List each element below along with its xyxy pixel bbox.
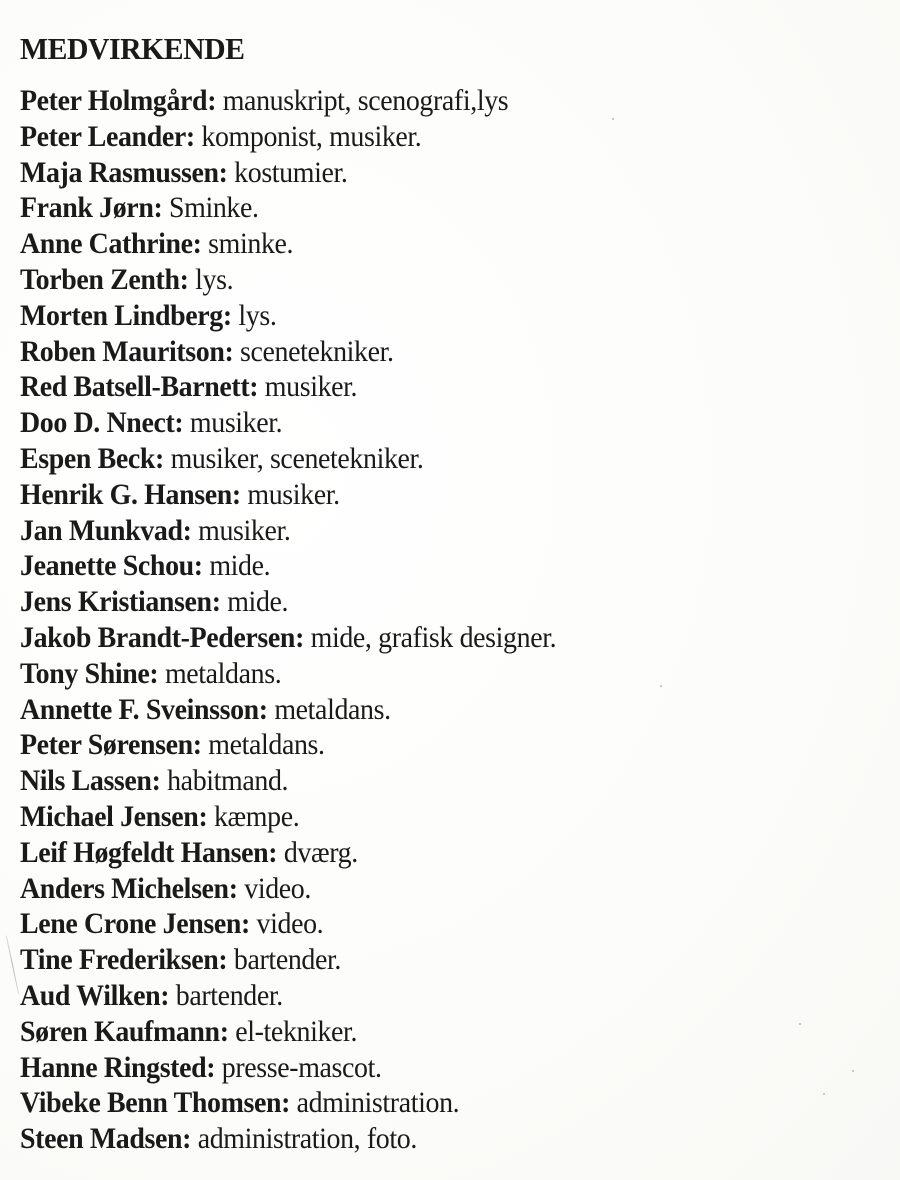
page-title: MEDVIRKENDE [20,30,245,66]
credit-item [20,513,556,549]
credit-role: Sminke. [169,191,259,225]
credit-item [20,155,556,191]
paper-speck [799,1023,801,1025]
credit-item [20,835,556,871]
credit-role: komponist, musiker. [201,119,422,153]
credit-name: Lene Crone Jensen: [20,907,250,941]
credit-item [20,692,556,728]
credit-role: habitmand. [167,764,289,798]
credit-role: video. [244,871,311,905]
credit-item [20,441,556,477]
credit-item [20,477,556,513]
credit-item [20,298,556,334]
credit-role: sminke. [208,227,294,261]
credit-name: Roben Mauritson: [20,334,234,368]
credit-name: Tine Frederiksen: [20,943,228,977]
credit-name: Henrik G. Hansen: [20,477,241,511]
paper-crease [6,936,19,995]
credit-role: mide. [209,549,271,583]
credit-item [20,871,556,907]
paper-speck [852,1070,854,1072]
credit-item [20,620,556,656]
credit-item [20,83,556,119]
credit-item [20,405,556,441]
credit-role: musiker. [189,406,283,440]
credit-item [20,1085,556,1121]
credit-name: Espen Beck: [20,441,164,475]
credit-name: Red Batsell-Barnett: [20,370,259,404]
credit-name: Morten Lindberg: [20,298,232,332]
credit-name: Jan Munkvad: [20,513,192,547]
credit-item [20,334,556,370]
credit-name: Peter Sørensen: [20,728,202,762]
paper-speck [823,1093,825,1095]
credit-name: Steen Madsen: [20,1122,192,1156]
credit-name: Jeanette Schou: [20,549,203,583]
credit-item [20,799,556,835]
credit-item [20,978,556,1014]
credit-item [20,584,556,620]
credit-role: bartender. [175,978,283,1012]
credit-role: lys. [238,298,277,332]
credit-role: administration, foto. [197,1122,417,1156]
credit-item [20,1014,556,1050]
credit-item [20,656,556,692]
credit-item [20,226,556,262]
credit-name: Hanne Ringsted: [20,1050,216,1084]
credit-item [20,727,556,763]
credit-role: metaldans. [164,656,282,690]
credit-role: kæmpe. [213,799,300,833]
credit-role: manuskript, scenografi,lys [222,84,509,117]
credit-name: Doo D. Nnect: [20,406,184,440]
credit-name: Nils Lassen: [20,764,161,798]
credit-name: Maja Rasmussen: [20,155,228,189]
credit-item [20,119,556,155]
credit-name: Jens Kristiansen: [20,585,221,619]
credit-name: Torben Zenth: [20,262,189,296]
credit-name: Peter Leander: [20,119,195,153]
credit-item [20,942,556,978]
credit-role: video. [256,907,324,941]
credit-name: Peter Holmgård: [20,84,217,117]
credit-role: metaldans. [274,692,391,726]
credit-name: Frank Jørn: [20,191,163,225]
credit-role: musiker. [247,477,340,511]
credit-role: administration. [296,1086,460,1120]
credit-role: mide, grafisk designer. [310,620,557,654]
credit-item [20,369,556,405]
credit-role: presse-mascot. [221,1050,382,1084]
credit-role: bartender. [233,943,341,977]
credit-name: Anne Cathrine: [20,227,202,261]
credit-role: dværg. [283,835,358,869]
credit-role: musiker. [198,513,291,547]
credit-name: Tony Shine: [20,656,159,690]
credit-item [20,763,556,799]
credit-name: Annette F. Sveinsson: [20,692,268,726]
credit-item [20,906,556,942]
paper-speck [612,118,614,120]
credit-role: lys. [195,262,234,296]
credit-role: metaldans. [208,728,325,762]
credit-item [20,1050,556,1086]
credit-name: Vibeke Benn Thomsen: [20,1086,291,1120]
credit-item [20,190,556,226]
credit-role: musiker, scenetekniker. [170,441,424,475]
credit-item [20,1121,556,1157]
credits-list [20,83,597,1157]
credit-name: Aud Wilken: [20,978,170,1012]
credit-name: Anders Michelsen: [20,871,238,905]
credit-role: el-tekniker. [235,1014,358,1048]
credit-name: Leif Høgfeldt Hansen: [20,835,278,869]
credit-name: Søren Kaufmann: [20,1014,229,1048]
credit-role: scenetekniker. [240,334,394,368]
paper-speck [660,685,662,687]
credit-name: Jakob Brandt-Pedersen: [20,620,304,654]
credit-role: musiker. [264,370,358,404]
credit-role: kostumier. [234,155,348,189]
credit-item [20,548,556,584]
credit-name: Michael Jensen: [20,799,208,833]
credit-item [20,262,556,298]
credit-role: mide. [227,585,289,619]
